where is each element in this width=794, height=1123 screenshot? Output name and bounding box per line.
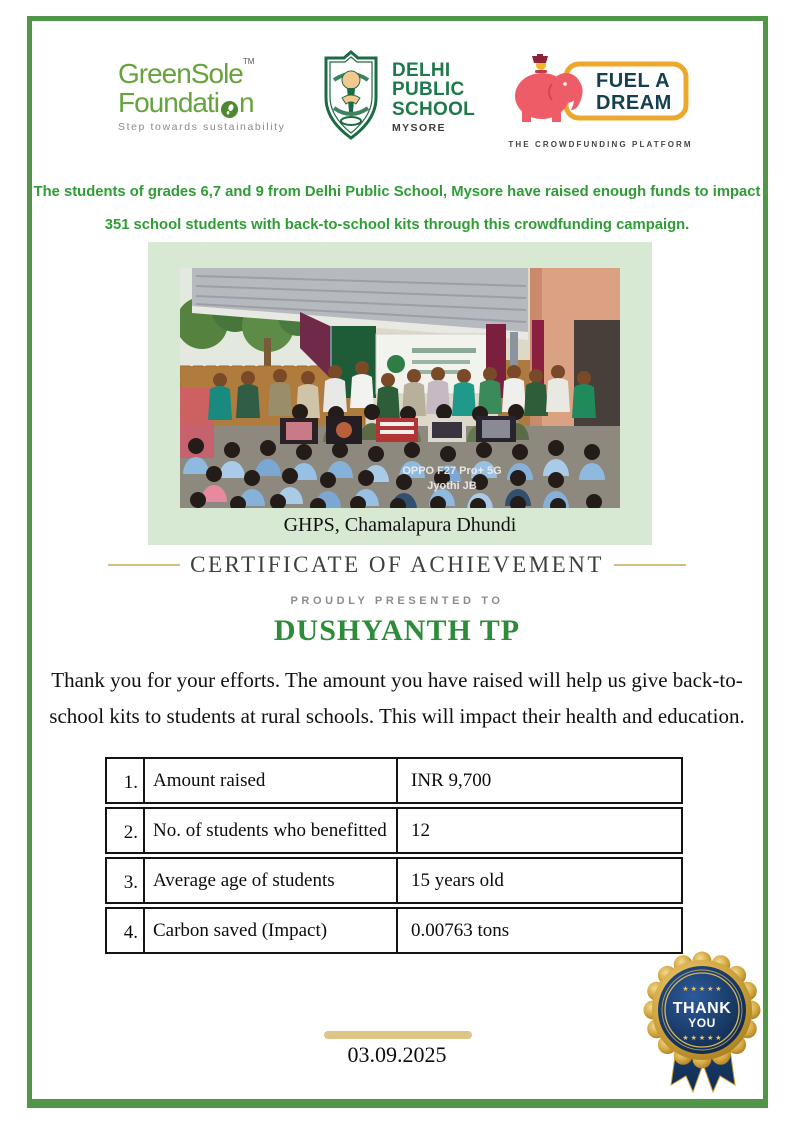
certificate-heading-row (108, 552, 686, 578)
row-number: 1. (107, 759, 145, 802)
row-value: 12 (411, 819, 430, 841)
trademark-symbol: TM (242, 57, 255, 66)
footprint-globe-icon (220, 96, 239, 115)
photo-panel (148, 242, 652, 545)
thank-you-message: Thank you for your efforts. The amount you have raised will help us give back-to- school kits to students at rural schools. This will impact their health and education. (49, 668, 745, 729)
heading-right-line (614, 564, 686, 566)
photo-caption: GHPS, Chamalapura Dhundi (283, 514, 517, 536)
row-value: 15 years old (411, 869, 504, 891)
dps-shield-icon (320, 50, 382, 145)
row-label: Amount raised (145, 759, 398, 802)
fuel-a-dream-logo (508, 54, 693, 149)
heading-left-line (108, 564, 180, 566)
school-photo (180, 268, 620, 508)
impact-table (105, 757, 683, 957)
campaign-summary-text: The students of grades 6,7 and 9 from Delhi Public School, Mysore have raised enough funds to impact 351 school students with back-to-school kits through this crowdfunding campaign. (33, 184, 761, 233)
row-number: 3. (107, 859, 145, 902)
presented-label: PROUDLY PRESENTED TO (290, 595, 504, 607)
greensole-tagline: Step towards sustainability (118, 121, 286, 133)
table-row (105, 907, 683, 954)
row-value: INR 9,700 (411, 769, 492, 791)
certificate-date: 03.09.2025 (347, 1042, 447, 1067)
greensole-foundation-logo (118, 57, 288, 133)
svg-text:DREAM: DREAM (596, 92, 672, 114)
row-label: Average age of students (145, 859, 398, 902)
fuel-tagline: THE CROWDFUNDING PLATFORM (508, 140, 693, 149)
row-label: No. of students who benefitted (145, 809, 398, 852)
posters (280, 416, 516, 444)
greensole-wordmark: GreenSole™ (118, 57, 255, 89)
dps-wordmark: DELHI PUBLIC SCHOOL MYSORE (392, 60, 476, 135)
fuel-wordmark (596, 70, 672, 114)
badge-stars-top: ★ ★ ★ ★ ★ (682, 986, 722, 993)
dps-logo (320, 50, 475, 145)
photo-watermark-line2: Jyothi JB (427, 480, 477, 492)
date-underline (324, 1031, 472, 1039)
svg-text:FUEL A: FUEL A (596, 70, 671, 92)
thank-you-badge (633, 950, 773, 1098)
row-label: Carbon saved (Impact) (145, 909, 398, 952)
dps-city-label: MYSORE (392, 122, 446, 135)
table-row (105, 807, 683, 854)
foundation-wordmark: Foundati n (118, 87, 254, 118)
row-number: 2. (107, 809, 145, 852)
table-row (105, 757, 683, 804)
row-number: 4. (107, 909, 145, 952)
certificate-title: CERTIFICATE OF ACHIEVEMENT (190, 552, 604, 577)
recipient-name: DUSHYANTH TP (273, 614, 521, 647)
badge-you-text: YOU (688, 1016, 716, 1030)
row-value: 0.00763 tons (411, 919, 510, 941)
photo-watermark-line1: OPPO F27 Pro+ 5G (402, 465, 502, 477)
table-row (105, 857, 683, 904)
badge-stars-bottom: ★ ★ ★ ★ ★ (682, 1035, 722, 1042)
badge-thank-text: THANK (672, 1000, 732, 1017)
logo-row (0, 50, 794, 150)
